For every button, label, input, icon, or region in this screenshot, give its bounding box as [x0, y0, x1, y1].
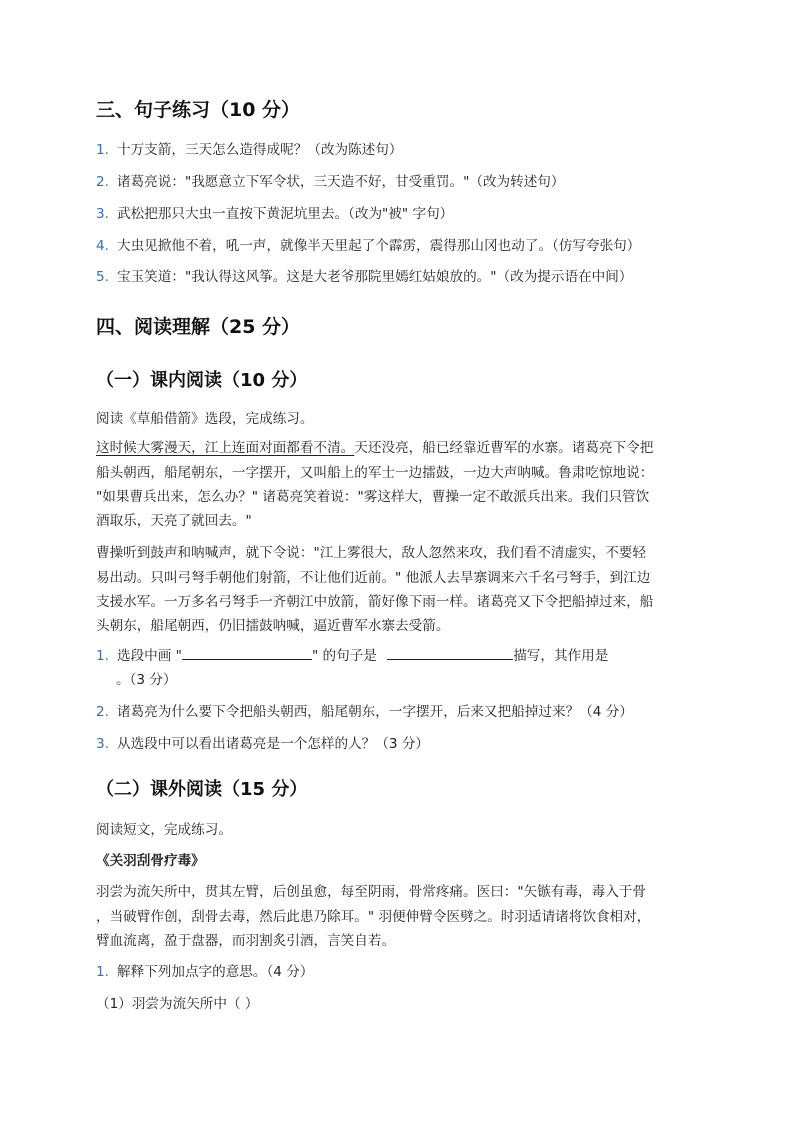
reading-question-2	[96, 700, 633, 720]
question-text: 武松把那只大虫一直按下黄泥坑里去。（改为"被" 字句）	[116, 206, 454, 222]
question-text: 宝玉笑道："我认得这风筝。这是大老爷那院里嫣红姑娘放的。"（改为提示语在中间）	[116, 269, 633, 285]
question-text: 诸葛亮说："我愿意立下军令状，三天造不好，甘受重罚。"（改为转述句）	[116, 174, 565, 190]
article-subquestion-1: （1）羽尝为流矢所中（ ）	[96, 996, 259, 1012]
passage-2-line-4: 头朝东，船尾朝西，仍旧擂鼓呐喊，逼近曹军水寨去受箭。	[96, 618, 450, 634]
part-1-title: （一）课内阅读（10 分）	[96, 370, 308, 391]
question-number: 2.	[96, 704, 109, 720]
reading-question-1-cont: 。（3 分）	[116, 672, 177, 688]
passage-2-line-1: 曹操听到鼓声和呐喊声，就下令说："江上雾很大，敌人忽然来攻，我们看不清虚实，不要轻	[96, 545, 646, 561]
sentence-question-4	[96, 234, 640, 254]
reading-question-1	[96, 644, 608, 664]
sentence-question-5	[96, 265, 632, 285]
part-2-intro: 阅读短文，完成练习。	[96, 822, 232, 838]
answer-blank[interactable]	[182, 645, 312, 660]
question-number: 1.	[96, 964, 109, 980]
question-number: 1.	[96, 142, 109, 158]
passage-text: 天还没亮，船已经靠近曹军的水寨。诸葛亮下令把	[354, 440, 654, 456]
part-2-title: （二）课外阅读（15 分）	[96, 779, 308, 800]
question-text: 十万支箭，三天怎么造得成呢？（改为陈述句）	[116, 142, 403, 158]
article-line-3: 臂血流离，盈于盘器，而羽割炙引酒，言笑自若。	[96, 933, 396, 949]
question-text: 选段中画 "	[116, 648, 182, 664]
passage-1-line-1	[96, 436, 653, 456]
article-question-1	[96, 960, 313, 980]
part-1-intro: 阅读《草船借箭》选段，完成练习。	[96, 411, 314, 427]
section-4-title: 四、阅读理解（25 分）	[96, 316, 301, 338]
question-number: 2.	[96, 174, 109, 190]
question-text: " 的句子是	[311, 648, 377, 664]
answer-blank[interactable]	[387, 645, 513, 660]
question-text: 大虫见掀他不着，吼一声，就像半天里起了个霹雳，震得那山冈也动了。（仿写夸张句）	[116, 238, 641, 254]
reading-question-3	[96, 732, 429, 752]
sentence-question-2	[96, 170, 565, 190]
question-number: 3.	[96, 206, 109, 222]
section-3-title: 三、句子练习（10 分）	[96, 99, 301, 121]
question-number: 5.	[96, 269, 109, 285]
passage-2-line-2: 易出动。只叫弓弩手朝他们射箭，不让他们近前。" 他派人去旱寨调来六千名弓弩手，到江边	[96, 570, 651, 586]
article-line-2: ，当破臂作创，刮骨去毒，然后此患乃除耳。" 羽便伸臂令医劈之。时羽适请诸将饮食相对，	[96, 909, 651, 925]
sentence-question-1	[96, 138, 402, 158]
question-text: 诸葛亮为什么要下令把船头朝西，船尾朝东，一字摆开，后来又把船掉过来？（4 分）	[116, 704, 633, 720]
passage-1-line-3: "如果曹兵出来，怎么办？" 诸葛亮笑着说："雾这样大，曹操一定不敢派兵出来。我们只管饮	[96, 489, 650, 505]
question-number: 1.	[96, 648, 109, 664]
article-line-1: 羽尝为流矢所中，贯其左臂，后创虽愈，每至阴雨，骨常疼痛。医曰："矢镞有毒，毒入于骨	[96, 884, 646, 900]
passage-1-line-2: 船头朝西，船尾朝东，一字摆开，又叫船上的军士一边擂鼓，一边大声呐喊。鲁肃吃惊地说：	[96, 465, 654, 481]
question-text: 描写，其作用是	[513, 648, 609, 664]
passage-1-line-4: 酒取乐，天亮了就回去。"	[96, 513, 252, 529]
question-text: 从选段中可以看出诸葛亮是一个怎样的人？（3 分）	[116, 736, 430, 752]
article-title: 《关羽刮骨疗毒》	[96, 853, 205, 869]
underlined-sentence: 这时候大雾漫天，江上连面对面都看不清。	[96, 440, 355, 456]
question-text: 解释下列加点字的意思。（4 分）	[116, 964, 314, 980]
question-number: 3.	[96, 736, 109, 752]
question-number: 4.	[96, 238, 109, 254]
passage-2-line-3: 支援水军。一万多名弓弩手一齐朝江中放箭，箭好像下雨一样。诸葛亮又下令把船掉过来，船	[96, 594, 654, 610]
sentence-question-3	[96, 202, 453, 222]
